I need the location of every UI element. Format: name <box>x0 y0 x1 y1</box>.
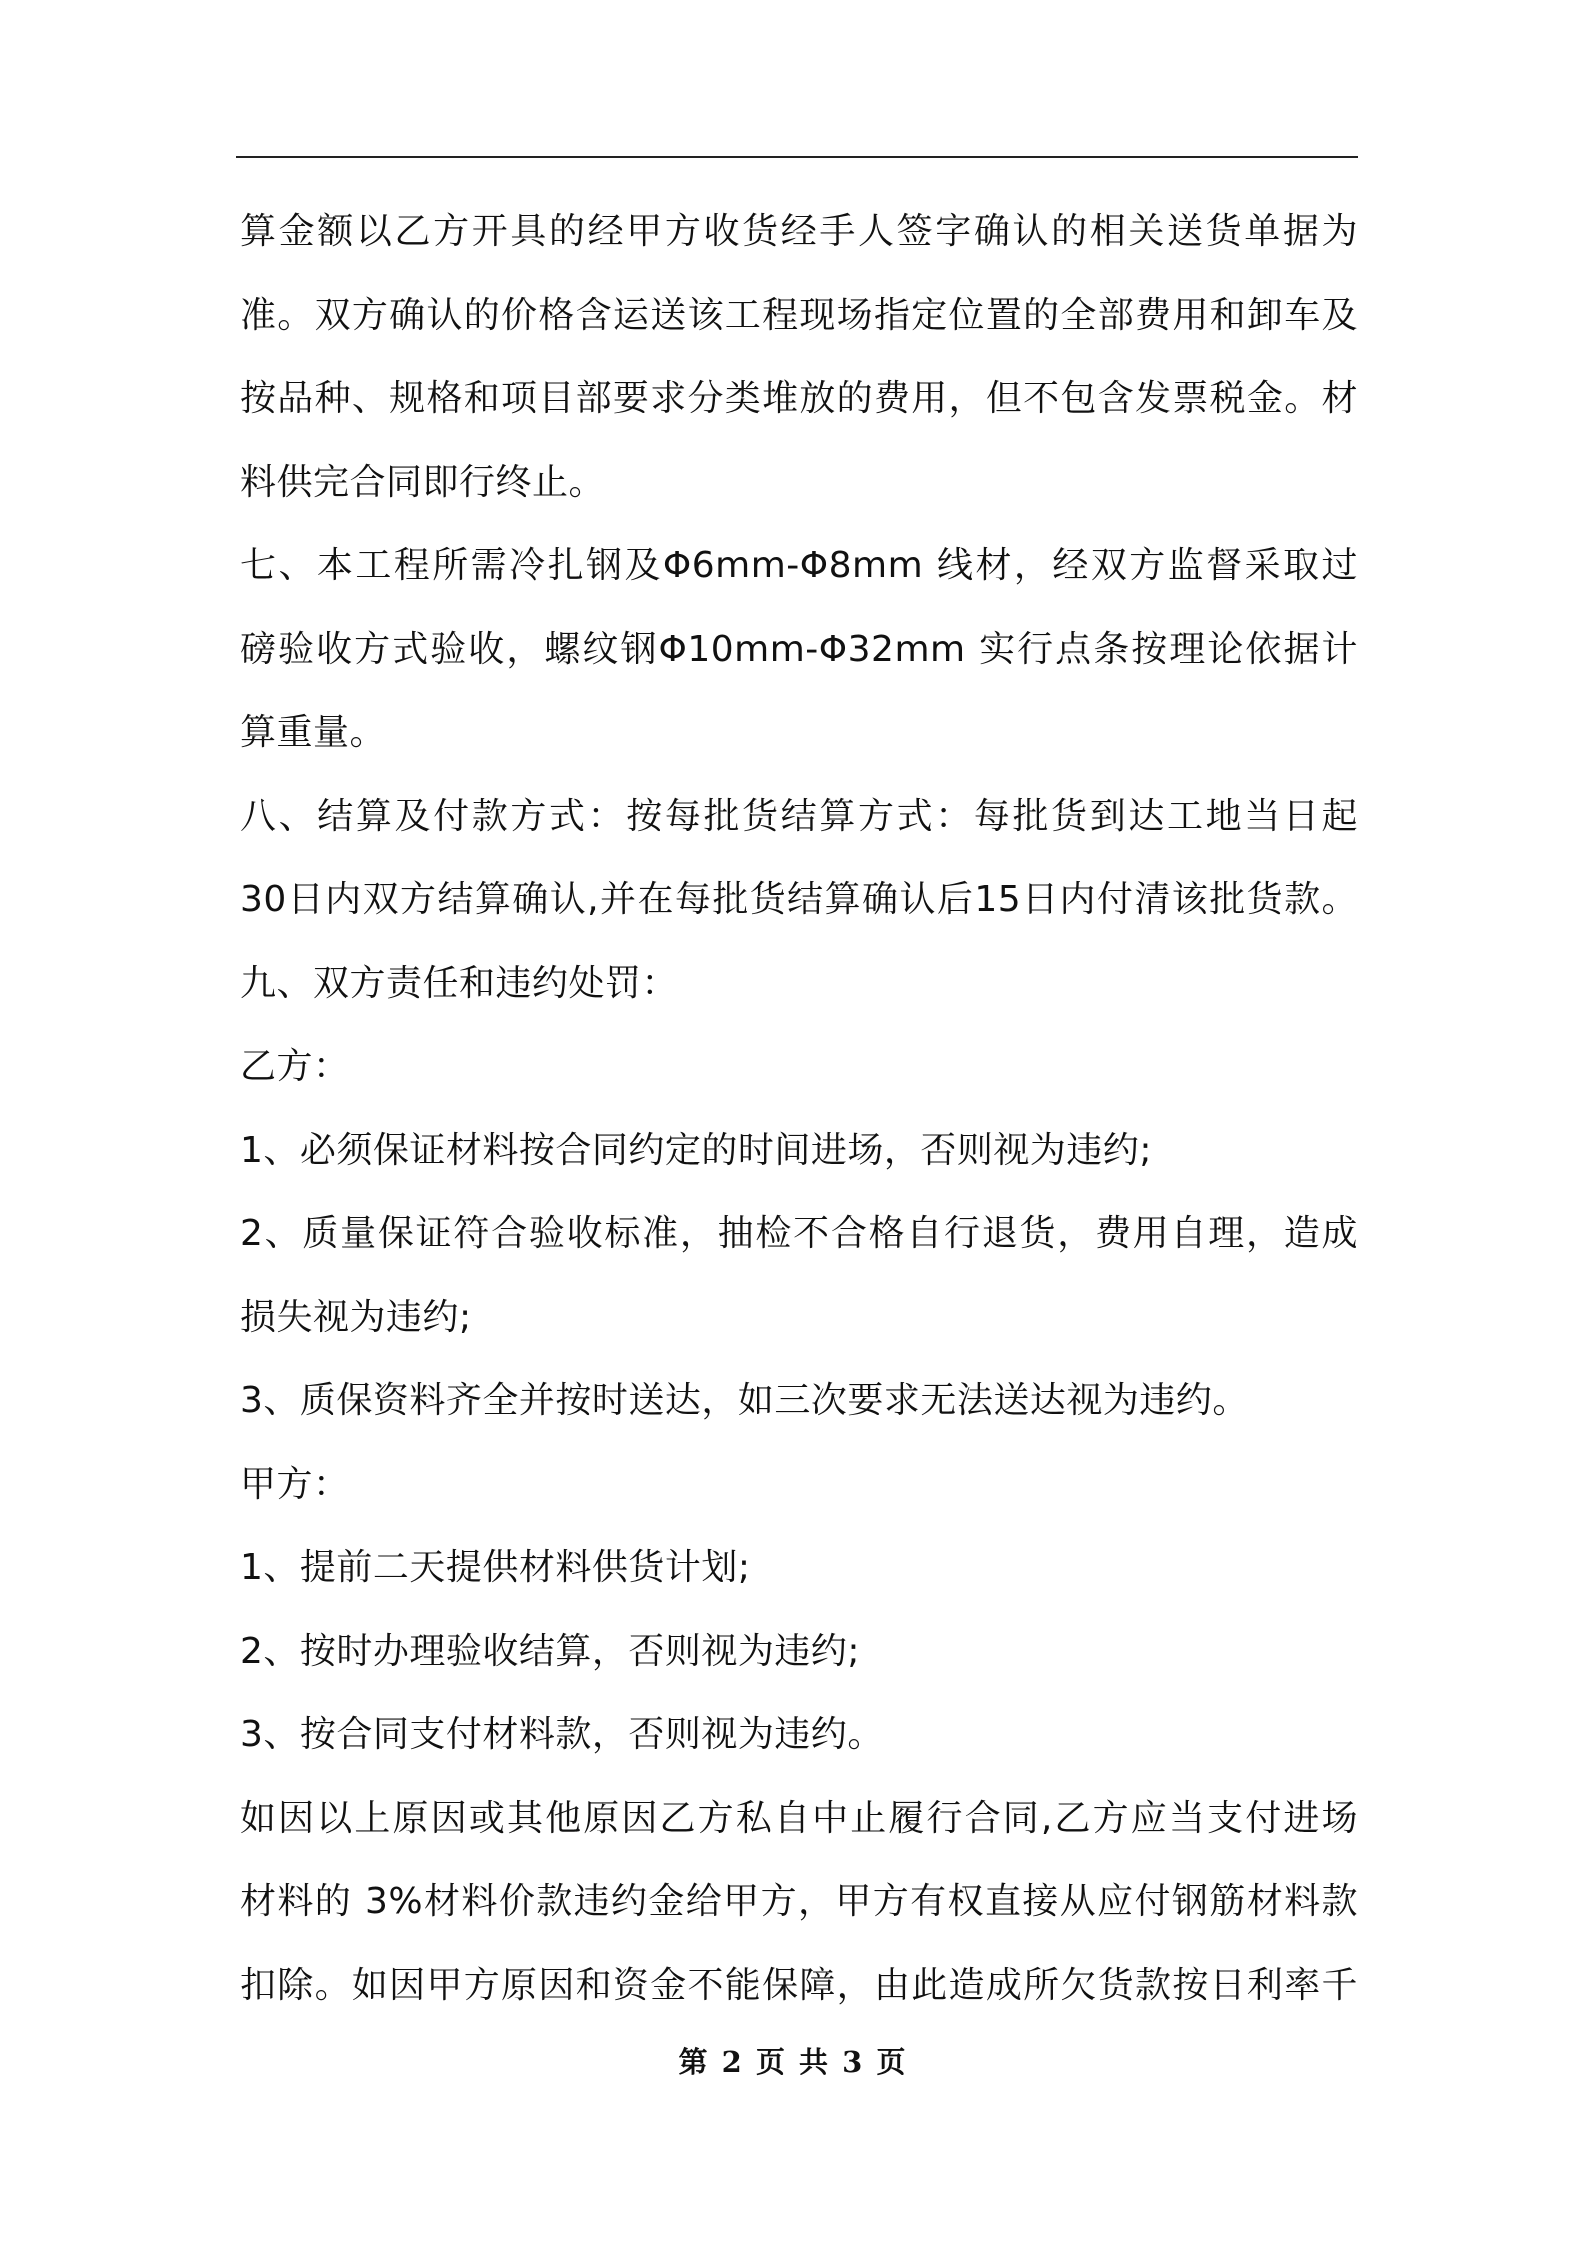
text-line: 乙方： <box>240 1046 350 1087</box>
text-line: 扣除。如因甲方原因和资金不能保障，由此造成所欠货款按日利率千 <box>240 1964 1358 2006</box>
text-line: 2、质量保证符合验收标准，抽检不合格自行退货，费用自理，造成 <box>240 1213 1358 1254</box>
footer-total-pages: 3 <box>842 2045 865 2079</box>
footer-middle: 页 共 <box>755 2045 831 2079</box>
document-body <box>240 190 1358 2027</box>
text-line: 2、按时办理验收结算，否则视为违约; <box>240 1630 861 1672</box>
footer-suffix: 页 <box>876 2045 908 2079</box>
text-line: 算重量。 <box>240 712 387 753</box>
text-line: 3、按合同支付材料款，否则视为违约。 <box>240 1714 884 1755</box>
header-rule <box>236 156 1358 158</box>
text-line: 料供完合同即行终止。 <box>240 461 606 503</box>
text-line: 如因以上原因或其他原因乙方私自中止履行合同,乙方应当支付进场 <box>240 1797 1358 1839</box>
text-line: 损失视为违约; <box>240 1296 472 1338</box>
page-footer <box>0 2040 1586 2081</box>
text-line: 1、提前二天提供材料供货计划; <box>240 1547 751 1588</box>
text-line: 甲方： <box>240 1463 350 1505</box>
text-line: 3、质保资料齐全并按时送达，如三次要求无法送达视为违约。 <box>240 1380 1249 1421</box>
text-line: 九、双方责任和违约处罚： <box>240 962 679 1004</box>
footer-prefix: 第 <box>678 2045 710 2079</box>
text-line: 材料的 3%材料价款违约金给甲方，甲方有权直接从应付钢筋材料款 <box>240 1881 1358 1922</box>
text-line: 算金额以乙方开具的经甲方收货经手人签字确认的相关送货单据为 <box>240 211 1358 252</box>
text-line: 七、本工程所需冷扎钢及Φ6mm-Φ8mm 线材，经双方监督采取过 <box>240 545 1358 586</box>
text-line: 八、结算及付款方式：按每批货结算方式：每批货到达工地当日起 <box>240 795 1358 837</box>
footer-page-number: 2 <box>721 2045 744 2079</box>
text-line: 准。双方确认的价格含运送该工程现场指定位置的全部费用和卸车及 <box>240 294 1358 336</box>
text-line: 1、必须保证材料按合同约定的时间进场，否则视为违约; <box>240 1129 1153 1171</box>
text-line: 磅验收方式验收，螺纹钢Φ10mm-Φ32mm 实行点条按理论依据计 <box>240 628 1358 670</box>
text-line: 按品种、规格和项目部要求分类堆放的费用，但不包含发票税金。材 <box>240 378 1358 419</box>
text-line: 30日内双方结算确认,并在每批货结算确认后15日内付清该批货款。 <box>240 879 1358 920</box>
